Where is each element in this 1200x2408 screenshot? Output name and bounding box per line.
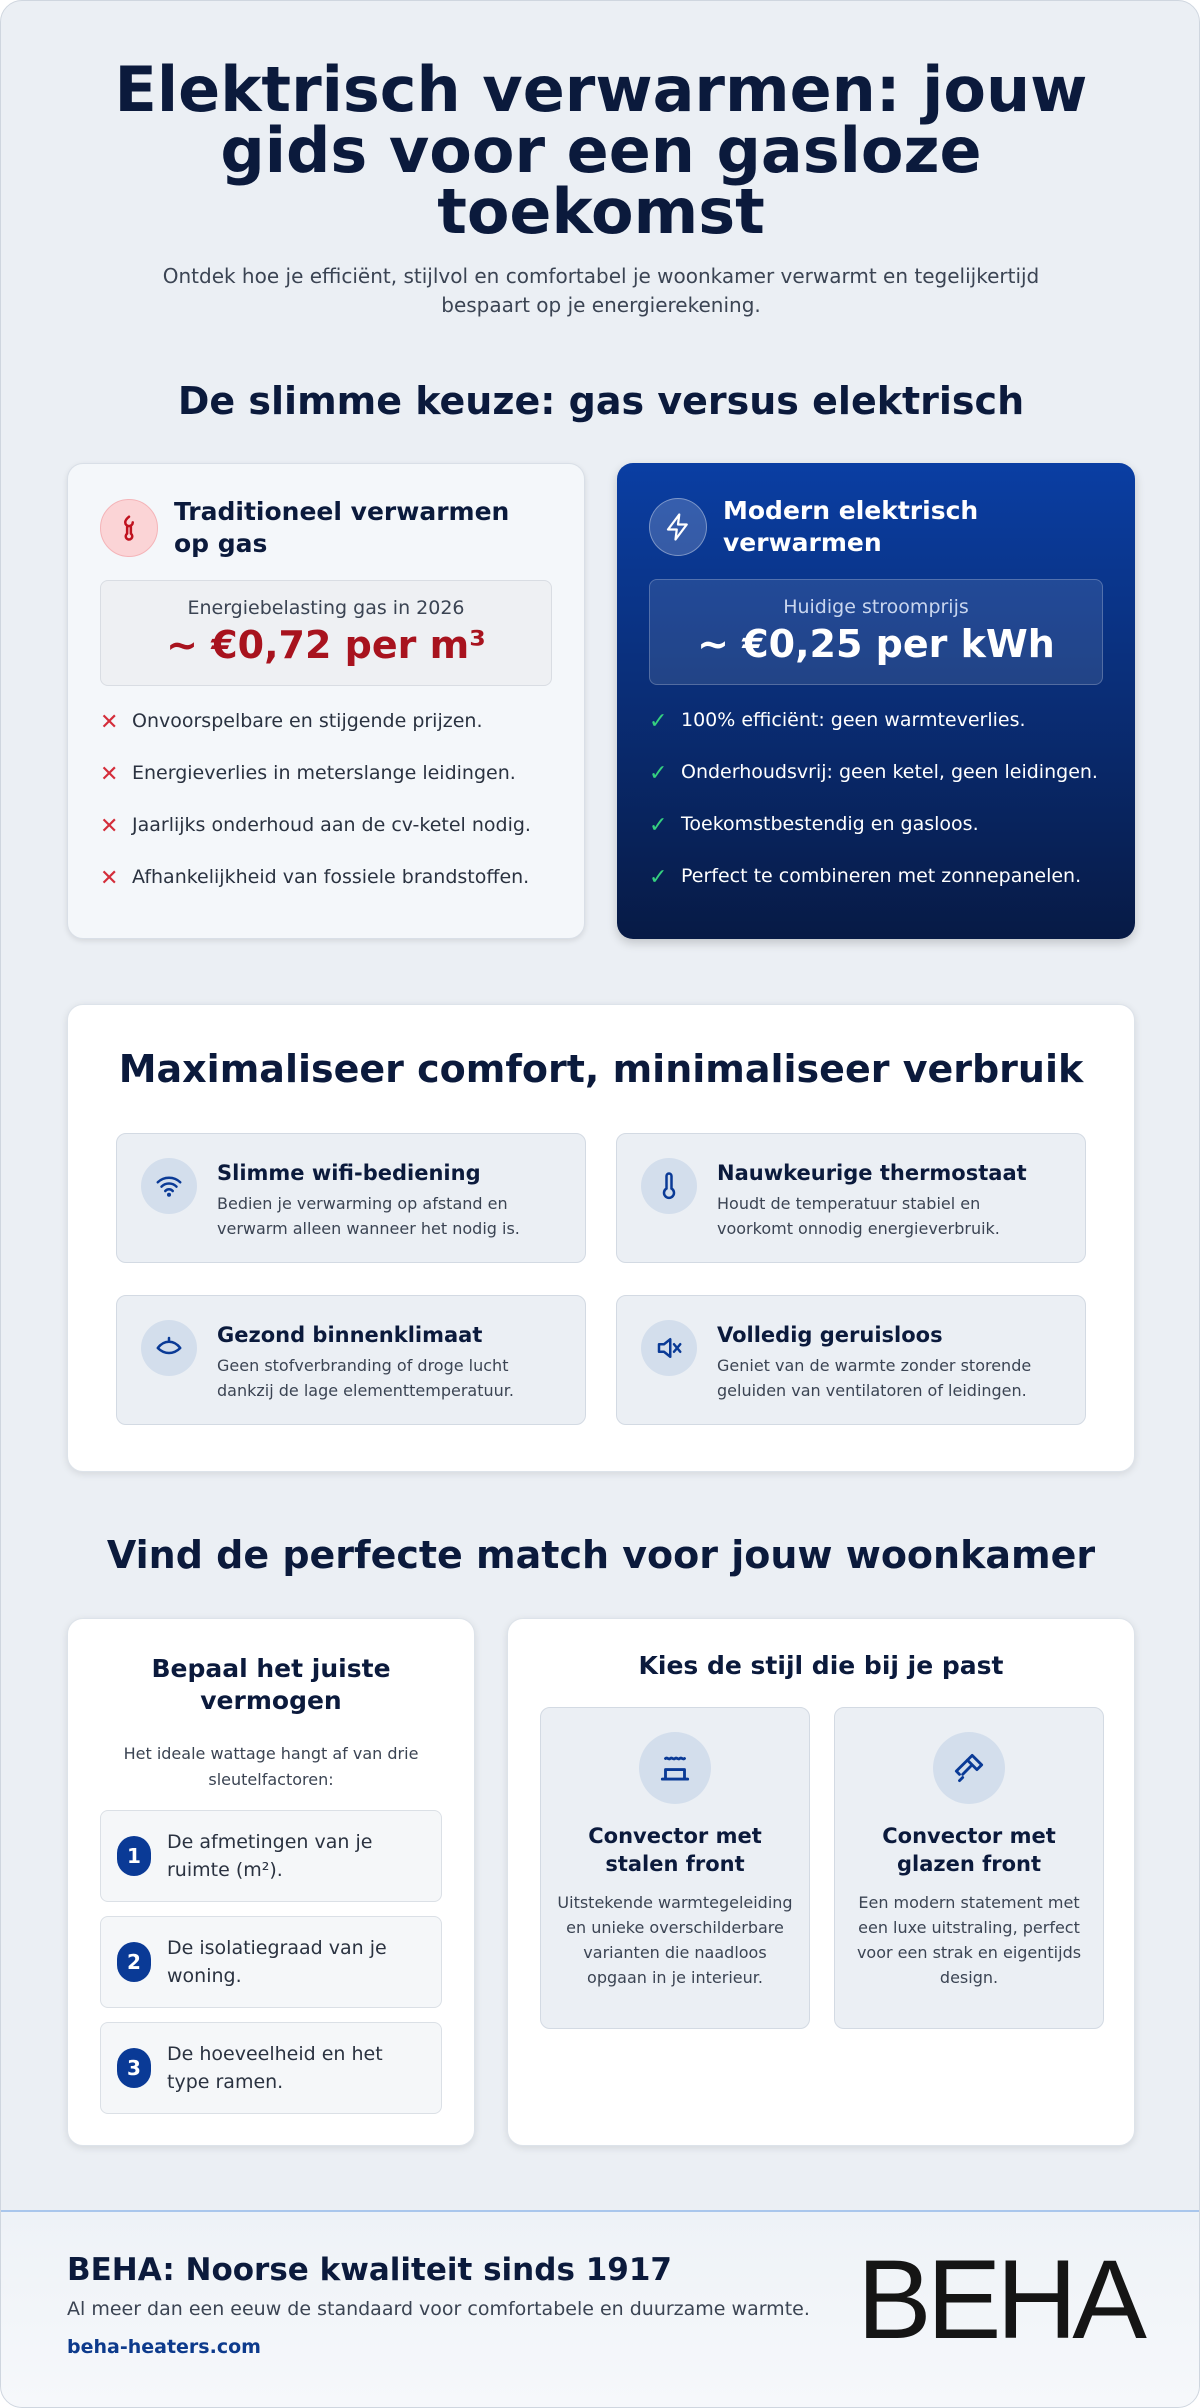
footer-title: BEHA: Noorse kwaliteit sinds 1917 <box>67 2252 672 2288</box>
electric-benefits-list <box>649 707 1103 915</box>
gas-card-title: Traditioneel verwarmen op gas <box>174 497 510 558</box>
list-item-text: Onvoorspelbare en stijgende prijzen. <box>132 710 483 732</box>
thermometer-flame-icon <box>100 499 158 557</box>
style-option-text: Uitstekende warmtegeleiding en unieke overschilderbare varianten die naadloos opgaan in je interieur. <box>557 1893 793 1987</box>
cross-icon: ✕ <box>100 814 119 839</box>
feature-text: Geen stofverbranding of droge lucht dankzij de lage elementtemperatuur. <box>217 1356 514 1400</box>
gas-drawbacks-list <box>100 708 552 916</box>
paint-brush-icon <box>933 1732 1005 1804</box>
leaf-icon <box>141 1320 197 1376</box>
list-item <box>649 707 1103 759</box>
style-option <box>834 1707 1104 2029</box>
list-item <box>100 760 552 812</box>
feature-title: Gezond binnenklimaat <box>217 1323 483 1347</box>
list-item <box>100 708 552 760</box>
list-item <box>100 812 552 864</box>
check-icon: ✓ <box>649 709 668 734</box>
feature-text: Bedien je verwarming op afstand en verwarm alleen wanneer het nodig is. <box>217 1194 520 1238</box>
feature-card <box>116 1133 586 1263</box>
power-intro: Het ideale wattage hangt af van drie sleutelfactoren: <box>123 1744 419 1789</box>
style-card <box>507 1618 1135 2146</box>
electric-price-box <box>649 579 1103 685</box>
step-item <box>100 1916 442 2008</box>
electric-price-value: ~ €0,25 per kWh <box>697 622 1055 666</box>
list-item-text: 100% efficiënt: geen warmteverlies. <box>681 709 1026 731</box>
step-text: De afmetingen van je ruimte (m²). <box>167 1831 373 1881</box>
feature-title: Nauwkeurige thermostaat <box>717 1161 1027 1185</box>
list-item-text: Afhankelijkheid van fossiele brandstoffen. <box>132 866 530 888</box>
page-title: Elektrisch verwarmen: jouw gids voor een gasloze toekomst <box>114 53 1088 248</box>
list-item <box>649 759 1103 811</box>
list-item <box>649 863 1103 915</box>
comfort-panel <box>67 1004 1135 1472</box>
feature-text: Geniet van de warmte zonder storende geluiden van ventilatoren of leidingen. <box>717 1356 1032 1400</box>
style-option <box>540 1707 810 2029</box>
step-number: 2 <box>117 1942 151 1982</box>
list-item-text: Jaarlijks onderhoud aan de cv-ketel nodig. <box>132 814 531 836</box>
feature-text: Houdt de temperatuur stabiel en voorkomt onnodig energieverbruik. <box>717 1194 1000 1238</box>
gas-price-box <box>100 580 552 686</box>
electric-card <box>617 463 1135 939</box>
list-item-text: Toekomstbestendig en gasloos. <box>681 813 979 835</box>
cross-icon: ✕ <box>100 866 119 891</box>
gas-price-value: ~ €0,72 per m³ <box>166 623 486 667</box>
style-option-text: Een modern statement met een luxe uitstraling, perfect voor een strak en eigentijds design. <box>856 1893 1082 1987</box>
style-option-title: Convector met glazen front <box>882 1824 1056 1876</box>
lightning-icon <box>649 498 707 556</box>
check-icon: ✓ <box>649 813 668 838</box>
step-number: 1 <box>117 1836 151 1876</box>
list-item <box>649 811 1103 863</box>
power-title: Bepaal het juiste vermogen <box>151 1654 391 1715</box>
feature-title: Volledig geruisloos <box>717 1323 943 1347</box>
match-title: Vind de perfecte match voor jouw woonkamer <box>106 1533 1096 1577</box>
feature-title: Slimme wifi-bediening <box>217 1161 481 1185</box>
style-title: Kies de stijl die bij je past <box>638 1651 1004 1680</box>
hero <box>1 53 1200 320</box>
gas-card <box>67 463 585 939</box>
comfort-title: Maximaliseer comfort, minimaliseer verbruik <box>118 1047 1084 1091</box>
power-card <box>67 1618 475 2146</box>
speaker-mute-icon <box>641 1320 697 1376</box>
check-icon: ✓ <box>649 761 668 786</box>
page-subtitle: Ontdek hoe je efficiënt, stijlvol en comfortabel je woonkamer verwarmt en tegelijkertijd bespaart op je energierekening. <box>162 264 1040 317</box>
feature-card <box>616 1295 1086 1425</box>
gas-price-label: Energiebelasting gas in 2026 <box>187 597 465 619</box>
beha-logo: BEHA <box>857 2237 1142 2362</box>
electric-price-label: Huidige stroomprijs <box>783 596 969 618</box>
list-item-text: Perfect te combineren met zonnepanelen. <box>681 865 1082 887</box>
feature-card <box>116 1295 586 1425</box>
cross-icon: ✕ <box>100 710 119 735</box>
footer <box>1 2210 1200 2408</box>
footer-tagline: Al meer dan een eeuw de standaard voor comfortabele en duurzame warmte. <box>67 2298 810 2320</box>
heater-heat-icon <box>639 1732 711 1804</box>
electric-card-title: Modern elektrisch verwarmen <box>723 496 979 557</box>
wifi-icon <box>141 1158 197 1214</box>
comparison-title: De slimme keuze: gas versus elektrisch <box>177 379 1025 423</box>
step-item <box>100 2022 442 2114</box>
list-item-text: Onderhoudsvrij: geen ketel, geen leidingen. <box>681 761 1098 783</box>
step-number: 3 <box>117 2048 151 2088</box>
cross-icon: ✕ <box>100 762 119 787</box>
style-option-title: Convector met stalen front <box>588 1824 762 1876</box>
check-icon: ✓ <box>649 865 668 890</box>
list-item-text: Energieverlies in meterslange leidingen. <box>132 762 516 784</box>
website-link[interactable]: beha-heaters.com <box>67 2336 261 2358</box>
list-item <box>100 864 552 916</box>
step-item <box>100 1810 442 1902</box>
feature-card <box>616 1133 1086 1263</box>
thermometer-icon <box>641 1158 697 1214</box>
step-text: De hoeveelheid en het type ramen. <box>167 2043 383 2093</box>
step-text: De isolatiegraad van je woning. <box>167 1937 387 1987</box>
